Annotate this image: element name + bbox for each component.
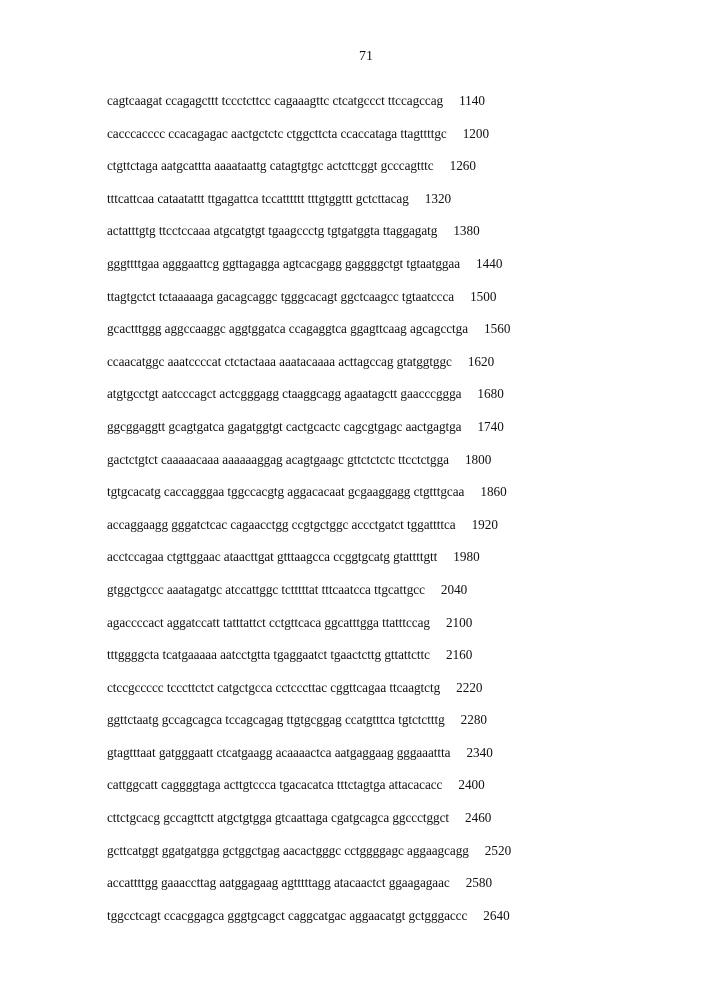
sequence-position: 1800: [464, 451, 492, 467]
sequence-text: accattttgg gaaaccttag aatggagaag agtttttagg atacaactct ggaagagaac: [107, 875, 450, 891]
sequence-position: 2520: [484, 842, 512, 858]
sequence-position: 1860: [480, 484, 507, 500]
sequence-text: cacccacccc ccacagagac aactgctctc ctggcttcta ccaccataga ttagttttgc: [107, 125, 447, 141]
sequence-line: [107, 483, 511, 516]
sequence-position: 2100: [445, 614, 473, 630]
sequence-line: [107, 125, 511, 158]
sequence-position: 1740: [477, 418, 504, 434]
page-number: 71: [359, 49, 373, 64]
sequence-text: ctccgccccc tcccttctct catgctgcca cctcccttac cggttcagaa ttcaagtctg: [107, 679, 441, 695]
sequence-line: [107, 157, 511, 190]
sequence-position: 1440: [476, 255, 503, 271]
sequence-line: [107, 874, 511, 907]
sequence-text: gtagtttaat gatgggaatt ctcatgaagg acaaaactca aatgaggaag gggaaattta: [107, 744, 451, 760]
sequence-line: [107, 907, 511, 940]
sequence-text: gactctgtct caaaaacaaa aaaaaaggag acagtgaagc gttctctctc ttcctctgga: [107, 451, 449, 467]
sequence-listing: [107, 92, 511, 939]
sequence-line: [107, 548, 511, 581]
sequence-line: [107, 353, 511, 386]
sequence-position: 2340: [466, 744, 493, 760]
sequence-position: 1140: [459, 93, 485, 108]
sequence-position: 2280: [460, 712, 487, 728]
sequence-position: 1980: [453, 549, 480, 565]
sequence-text: atgtgcctgt aatcccagct actcgggagg ctaaggcagg agaatagctt gaacccggga: [107, 386, 462, 402]
sequence-line: [107, 190, 511, 223]
sequence-position: 1560: [484, 321, 511, 337]
sequence-text: agaccccact aggatccatt tatttattct cctgttcaca ggcatttgga ttatttccag: [107, 614, 430, 630]
sequence-text: tttcattcaa cataatattt ttgagattca tccatttttt tttgtggttt gctcttacag: [107, 190, 409, 206]
sequence-line: [107, 255, 511, 288]
sequence-position: 1320: [424, 190, 452, 206]
sequence-text: gggttttgaa agggaattcg ggttagagga agtcacgagg gaggggctgt tgtaatggaa: [107, 255, 461, 271]
sequence-position: 1500: [470, 288, 497, 304]
sequence-text: ctgttctaga aatgcattta aaaataattg catagtgtgc actcttcggt gcccagtttc: [107, 158, 434, 174]
sequence-text: tgtgcacatg caccagggaa tggccacgtg aggacacaat gcgaaggagg ctgtttgcaa: [107, 484, 465, 500]
sequence-text: gcactttggg aggccaaggc aggtggatca ccagaggtca ggagttcaag agcagcctga: [107, 321, 469, 337]
sequence-position: 2400: [458, 777, 485, 793]
sequence-text: cagtcaagat ccagagcttt tccctcttcc cagaaagttc ctcatgccct ttccagccag: [107, 93, 444, 108]
sequence-line: [107, 809, 511, 842]
sequence-position: 1680: [477, 386, 504, 402]
sequence-line: [107, 744, 511, 777]
sequence-position: 2460: [465, 810, 492, 826]
sequence-text: accaggaagg gggatctcac cagaacctgg ccgtgctggc accctgatct tggattttca: [107, 516, 456, 532]
sequence-position: 2640: [483, 907, 510, 923]
sequence-text: actatttgtg ttcctccaaa atgcatgtgt tgaagccctg tgtgatggta ttaggagatg: [107, 223, 438, 239]
sequence-line: [107, 418, 511, 451]
sequence-text: cttctgcacg gccagttctt atgctgtgga gtcaattaga cgatgcagca ggccctggct: [107, 810, 449, 826]
sequence-line: [107, 516, 511, 549]
sequence-text: tttggggcta tcatgaaaaa aatcctgtta tgaggaatct tgaactcttg gttattcttc: [107, 647, 430, 663]
sequence-text: ccaacatggc aaatccccat ctctactaaa aaatacaaaa acttagccag gtatggtggc: [107, 353, 452, 369]
sequence-line: [107, 92, 511, 125]
sequence-line: [107, 646, 511, 679]
sequence-line: [107, 679, 511, 712]
sequence-line: [107, 614, 511, 647]
sequence-text: acctccagaa ctgttggaac ataacttgat gtttaagcca ccggtgcatg gtattttgtt: [107, 549, 438, 565]
sequence-position: 2160: [445, 647, 473, 663]
sequence-position: 1620: [467, 353, 495, 369]
sequence-line: [107, 385, 511, 418]
sequence-text: ttagtgctct tctaaaaaga gacagcaggc tgggcacagt ggctcaagcc tgtaatccca: [107, 288, 455, 304]
sequence-text: gtggctgccc aaatagatgc atccattggc tctttttat tttcaatcca ttgcattgcc: [107, 581, 425, 597]
sequence-line: [107, 581, 511, 614]
sequence-position: 2040: [440, 581, 468, 597]
sequence-position: 1920: [471, 516, 498, 532]
sequence-position: 1380: [453, 223, 480, 239]
sequence-text: tggcctcagt ccacggagca gggtgcagct caggcatgac aggaacatgt gctgggaccc: [107, 907, 468, 923]
sequence-line: [107, 320, 511, 353]
sequence-line: [107, 222, 511, 255]
sequence-position: 1200: [462, 125, 490, 141]
sequence-text: ggcggaggtt gcagtgatca gagatggtgt cactgcactc cagcgtgagc aactgagtga: [107, 418, 462, 434]
sequence-text: cattggcatt caggggtaga acttgtccca tgacacatca tttctagtga attacacacc: [107, 777, 443, 793]
sequence-text: gcttcatggt ggatgatgga gctggctgag aacactgggc cctggggagc aggaagcagg: [107, 842, 469, 858]
sequence-position: 2220: [456, 679, 483, 695]
sequence-position: 2580: [465, 875, 493, 891]
sequence-position: 1260: [449, 158, 476, 174]
sequence-line: [107, 451, 511, 484]
sequence-line: [107, 842, 511, 875]
sequence-text: ggttctaatg gccagcagca tccagcagag ttgtgcggag ccatgtttca tgtctctttg: [107, 712, 445, 728]
sequence-line: [107, 776, 511, 809]
sequence-line: [107, 288, 511, 321]
sequence-line: [107, 711, 511, 744]
